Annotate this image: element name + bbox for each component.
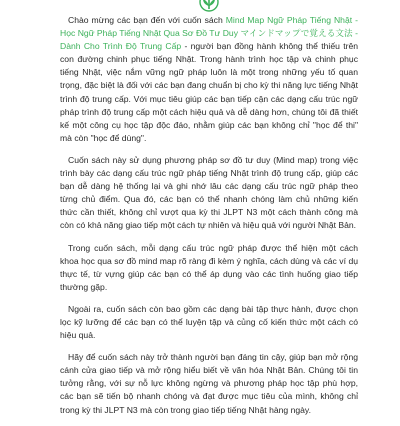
page-body-text: [60, 14, 358, 426]
intro-paragraph: [60, 14, 358, 145]
leaf-logo-graphic: [198, 0, 220, 12]
paragraph-structure-presentation: Trong cuốn sách, mỗi dạng cấu trúc ngữ pháp được thể hiện một cách khoa học qua sơ đồ mind map rõ ràng đi kèm ý nghĩa, cách dùng và các ví dụ thực tế, từ vựng giúp các bạn có thể áp dụng vào các tình huống giao tiếp thường gặp.: [60, 242, 358, 292]
intro-rest: - người bạn đồng hành không thể thiếu trên con đường chinh phục tiếng Nhật. Trong hành trình học tập và chinh phục tiếng Nhật, việc nắm vững ngữ pháp luôn là một trong những yếu tố quan trọng, đặc biệt là đối với các bạn đang chuẩn bị cho kỳ thi năng lực tiếng Nhật trình độ trung cấp. Với mục tiêu giúp các bạn tiếp cận các dạng cấu trúc ngữ pháp trình độ trung cấp một cách hiệu quả và dễ dàng hơn, chúng tôi đã thiết kế một công cụ học tập độc đáo, nhằm giúp các bạn không chỉ "học để thi" mà còn "học để dùng".: [60, 41, 358, 143]
intro-lead: Chào mừng các bạn đến với cuốn sách: [68, 15, 226, 25]
paragraph-mind-map-method: Cuốn sách này sử dụng phương pháp sơ đồ tư duy (Mind map) trong việc trình bày các dạng cấu trúc ngữ pháp tiếng Nhật trình độ trung cấp, giúp các bạn dễ dàng hệ thống lại và ghi nhớ lâu các dạng cấu trúc ngữ pháp theo từng chủ điểm. Qua đó, các bạn có thể nhanh chóng làm chủ những kiến thức cần thiết, không chỉ vượt qua kỳ thi JLPT N3 một cách thành công mà còn có khả năng giao tiếp một cách tự nhiên và hiệu quả với người Nhật Bản.: [60, 154, 358, 231]
book-title-highlight: Mind Map Ngữ Pháp Tiếng Nhật - Học Ngữ Pháp Tiếng Nhật Qua Sơ Đồ Tư Duy マインドマップで覚える文法 -Dành Cho Trình Độ Trung Cấp: [60, 15, 358, 52]
paragraph-exercises: Ngoài ra, cuốn sách còn bao gồm các dạng bài tập thực hành, được chọn lọc kỹ lưỡng để các bạn có thể luyện tập và củng cố kiến thức một cách có hiệu quả.: [60, 303, 358, 341]
paragraph-closing: Hãy để cuốn sách này trở thành người bạn đáng tin cậy, giúp bạn mở rộng cánh cửa giao tiếp và mở rộng hiểu biết về văn hóa Nhật Bản. Chúng tôi tin tưởng rằng, với sự nỗ lực không ngừng và phương pháp học tập phù hợp, các bạn sẽ tiến bộ nhanh chóng và đạt được mục tiêu của mình, không chỉ trong kỳ thi JLPT N3 mà còn trong giao tiếp tiếng Nhật hàng ngày.: [60, 352, 358, 415]
green-leaf-logo-icon: [198, 0, 220, 12]
